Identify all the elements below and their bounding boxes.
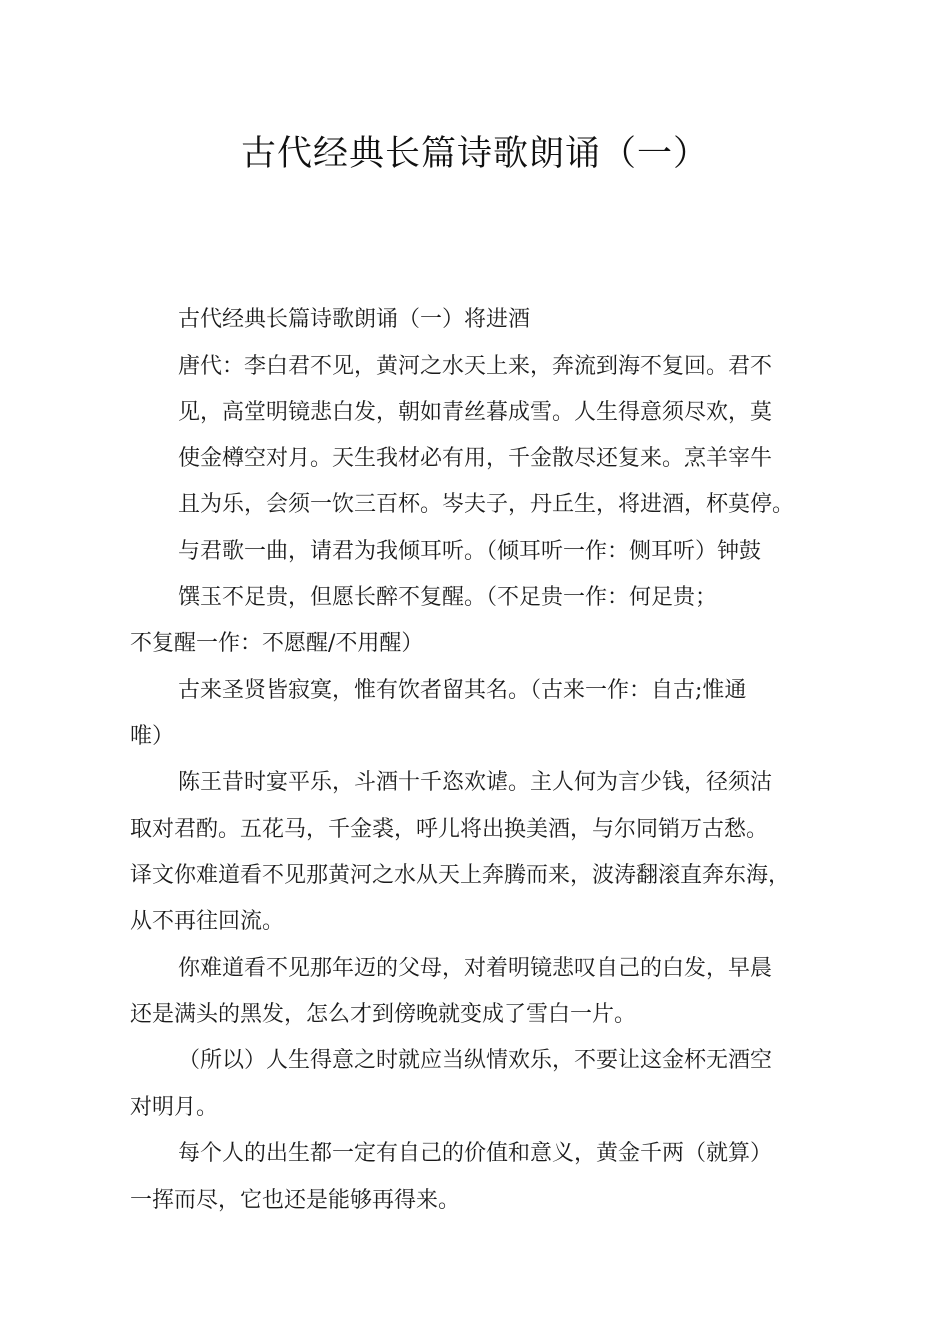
text-line: 与君歌一曲，请君为我倾耳听。（倾耳听一作：侧耳听）钟鼓	[178, 539, 762, 564]
text-line: 陈王昔时宴平乐，斗酒十千恣欢谑。主人何为言少钱，径须沽	[178, 770, 773, 795]
text-line: 唯）	[130, 724, 175, 749]
text-line: 见，高堂明镜悲白发，朝如青丝暮成雪。人生得意须尽欢，莫	[178, 400, 773, 425]
text-line: 古代经典长篇诗歌朗诵（一）将进酒	[178, 307, 531, 332]
text-line: 取对君酌。五花马，千金裘，呼儿将出换美酒，与尔同销万古愁。	[130, 817, 769, 842]
text-line: （所以）人生得意之时就应当纵情欢乐，不要让这金杯无酒空	[178, 1048, 773, 1073]
document-title: 古代经典长篇诗歌朗诵（一）	[240, 134, 709, 174]
text-line: 馔玉不足贵，但愿长醉不复醒。（不足贵一作：何足贵；	[178, 585, 718, 610]
text-line: 每个人的出生都一定有自己的价值和意义，黄金千两（就算）	[178, 1141, 773, 1166]
text-line: 使金樽空对月。天生我材必有用，千金散尽还复来。烹羊宰牛	[178, 446, 773, 471]
text-line: 古来圣贤皆寂寞，惟有饮者留其名。（古来一作：自古;惟通	[178, 678, 747, 703]
text-line: 对明月。	[130, 1095, 219, 1120]
text-line: 译文你难道看不见那黄河之水从天上奔腾而来，波涛翻滚直奔东海，	[130, 863, 791, 888]
text-line: 不复醒一作：不愿醒/不用醒）	[130, 631, 424, 656]
text-line: 还是满头的黑发，怎么才到傍晚就变成了雪白一片。	[130, 1002, 637, 1027]
text-line: 唐代：李白君不见，黄河之水天上来，奔流到海不复回。君不	[178, 354, 773, 379]
text-line: 从不再往回流。	[130, 909, 285, 934]
text-line: 你难道看不见那年迈的父母，对着明镜悲叹自己的白发，早晨	[178, 956, 773, 981]
text-line: 且为乐，会须一饮三百杯。岑夫子，丹丘生，将进酒，杯莫停。	[178, 492, 795, 517]
text-line: 一挥而尽，它也还是能够再得来。	[130, 1188, 461, 1213]
